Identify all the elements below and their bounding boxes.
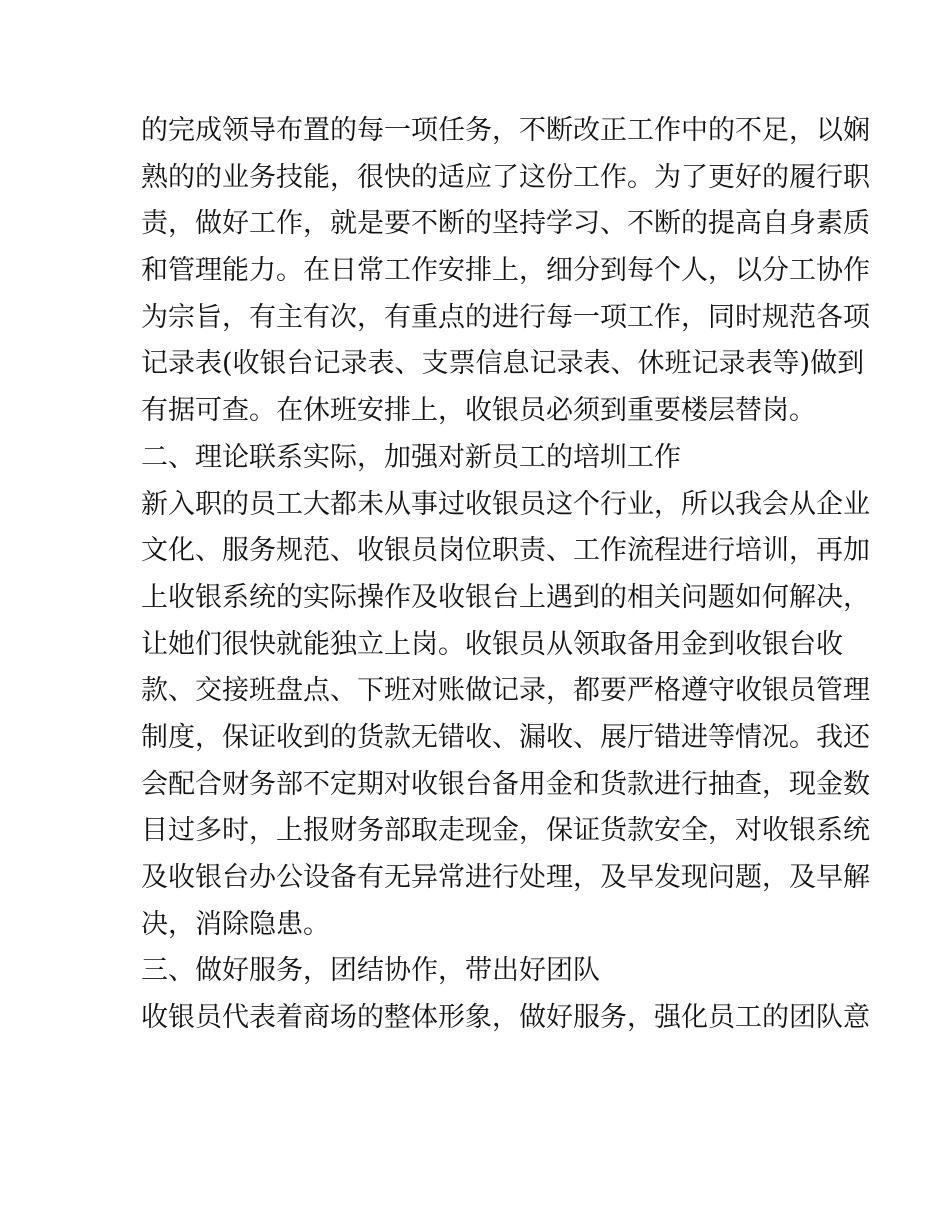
text-line: 让她们很快就能独立上岗。收银员从领取备用金到收银台收: [141, 628, 843, 660]
text-line: 目过多时，上报财务部取走现金，保证货款安全，对收银系统: [141, 815, 870, 847]
text-line: 决，消除隐患。: [141, 908, 330, 940]
text-line: 熟的的业务技能，很快的适应了这份工作。为了更好的履行职: [141, 161, 870, 193]
text-line: 有据可查。在休班安排上，收银员必须到重要楼层替岗。: [141, 395, 816, 427]
text-line: 及收银台办公设备有无异常进行处理，及早发现问题，及早解: [141, 862, 870, 893]
text-line: 新入职的员工大都未从事过收银员这个行业，所以我会从企业: [141, 488, 870, 520]
text-line: 的完成领导布置的每一项任务，不断改正工作中的不足，以娴: [141, 115, 870, 146]
section-heading: 三、做好服务，团结协作，带出好团队: [141, 955, 600, 987]
text-line: 文化、服务规范、收银员岗位职责、工作流程进行培训，再加: [141, 535, 870, 567]
text-line: 为宗旨，有主有次，有重点的进行每一项工作，同时规范各项: [141, 301, 870, 333]
section-heading: 二、理论联系实际，加强对新员工的培圳工作: [141, 441, 681, 473]
text-line: 记录表(收银台记录表、支票信息记录表、休班记录表等)做到: [141, 348, 865, 380]
text-line: 和管理能力。在日常工作安排上，细分到每个人，以分工协作: [141, 255, 870, 287]
text-line: 会配合财务部不定期对收银台备用金和货款进行抽查，现金数: [141, 768, 870, 800]
text-line: 收银员代表着商场的整体形象，做好服务，强化员工的团队意: [141, 1002, 870, 1034]
text-line: 上收银系统的实际操作及收银台上遇到的相关问题如何解决，: [141, 581, 870, 613]
text-line: 责，做好工作，就是要不断的坚持学习、不断的提高自身素质: [141, 208, 870, 240]
text-line: 款、交接班盘点、下班对账做记录，都要严格遵守收银员管理: [141, 675, 870, 707]
text-line: 制度，保证收到的货款无错收、漏收、展厅错进等情况。我还: [141, 721, 870, 753]
body-text: [141, 108, 870, 1042]
